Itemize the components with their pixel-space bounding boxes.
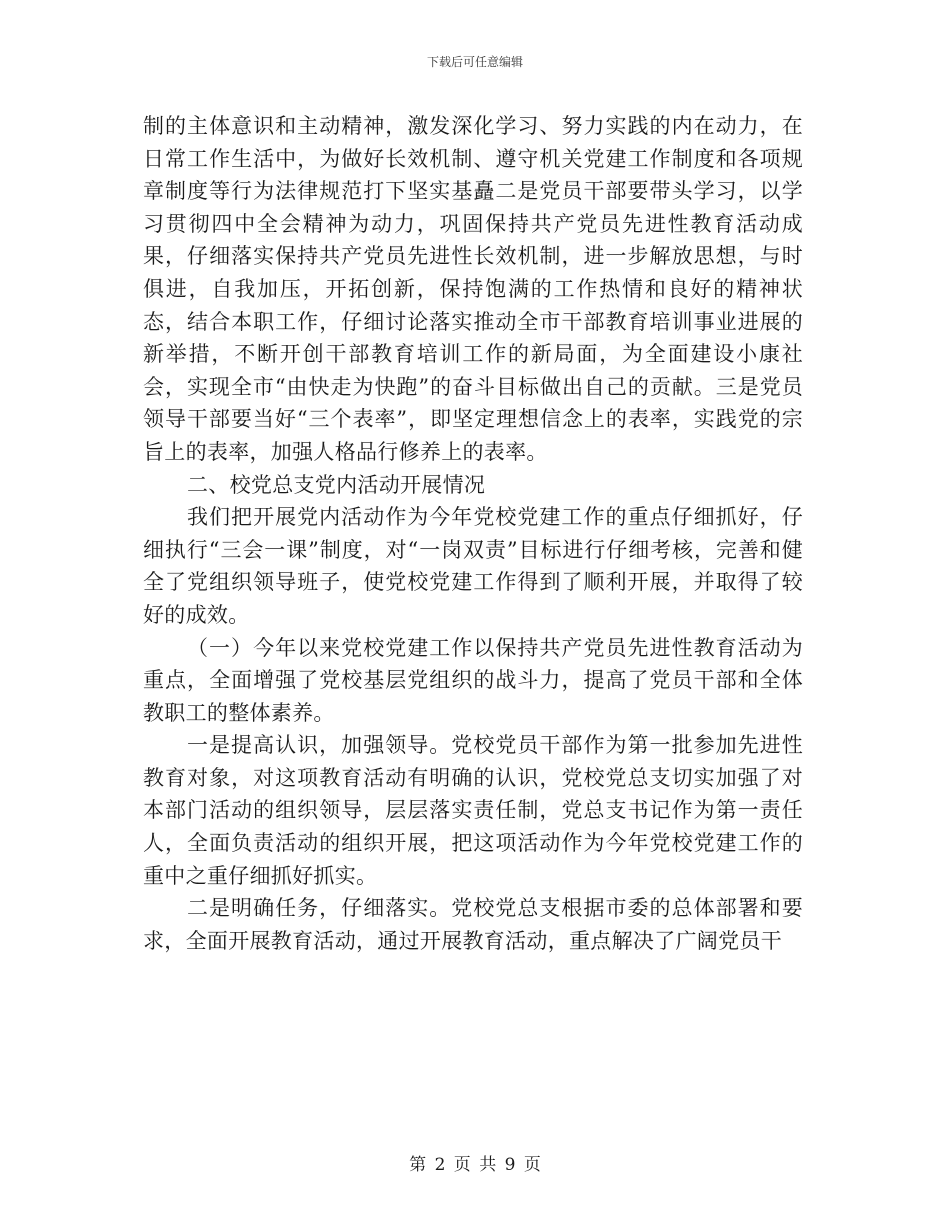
paragraph: 二是明确任务，仔细落实。党校党总支根据市委的总体部署和要求，全面开展教育活动，通过开展教育活动，重点解决了广阔党员干 bbox=[143, 896, 803, 953]
page-header-note: 下载后可任意编辑 bbox=[426, 55, 523, 69]
paragraph: 我们把开展党内活动作为今年党校党建工作的重点仔细抓好，仔细执行“三会一课”制度，对“一岗双责”目标进行仔细考核，完善和健全了党组织领导班子，使党校党建工作得到了顺利开展，并取得了较好的成效。 bbox=[143, 505, 803, 627]
page-number: 第 2 页 共 9 页 bbox=[409, 1155, 541, 1175]
paragraph-continuation: 制的主体意识和主动精神，激发深化学习、努力实践的内在动力，在日常工作生活中，为做好长效机制、遵守机关党建工作制度和各项规章制度等行为法律规范打下坚实基矗二是党员干部要带头学习，以学习贯彻四中全会精神为动力，巩固保持共产党员先进性教育活动成果，仔细落实保持共产党员先进性长效机制，进一步解放思想，与时俱进，自我加压，开拓创新，保持饱满的工作热情和良好的精神状态，结合本职工作，仔细讨论落实推动全市干部教育培训事业进展的新举措，不断开创干部教育培训工作的新局面，为全面建设小康社会，实现全市“由快走为快跑”的奋斗目标做出自己的贡献。三是党员领导干部要当好“三个表率”，即坚定理想信念上的表率，实践党的宗旨上的表率，加强人格品行修养上的表率。 bbox=[143, 114, 803, 464]
subsection-paragraph: （一）今年以来党校党建工作以保持共产党员先进性教育活动为重点，全面增强了党校基层党组织的战斗力，提高了党员干部和全体教职工的整体素养。 bbox=[143, 635, 803, 725]
section-heading: 二、校党总支党内活动开展情况 bbox=[187, 472, 486, 497]
document-body bbox=[143, 110, 803, 957]
paragraph: 一是提高认识，加强领导。党校党员干部作为第一批参加先进性教育对象，对这项教育活动有明确的认识，党校党总支切实加强了对本部门活动的组织领导，层层落实责任制，党总支书记作为第一责任人，全面负责活动的组织开展，把这项活动作为今年党校党建工作的重中之重仔细抓好抓实。 bbox=[143, 733, 803, 888]
